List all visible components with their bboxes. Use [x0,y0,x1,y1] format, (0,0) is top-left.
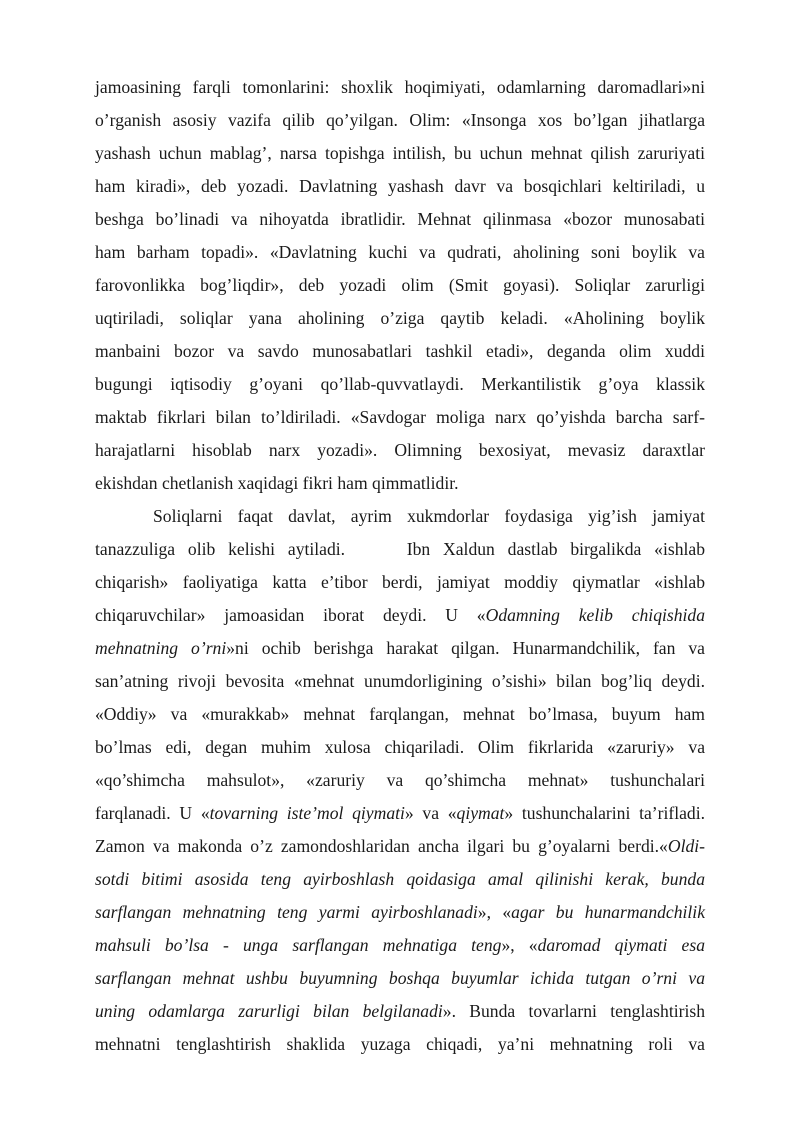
text-line: mehnatni tenglashtirish shaklida yuzaga chiqadi, ya’ni mehnatning roli va [95,1034,705,1054]
text-line: chiqarish» faoliyatiga katta e’tibor berdi, jamiyat moddiy qiymatlar «ishlab [95,572,705,592]
text-line: ham kiradi», deb yozadi. Davlatning yashash davr va bosqichlari keltiriladi, u [95,176,705,196]
text-line: «qo’shimcha mahsulot», «zaruriy va qo’shimcha mehnat» tushunchalari [95,770,705,790]
text-line: tanazzuliga olib kelishi aytiladi. Ibn Xaldun dastlab birgalikda «ishlab [95,539,706,559]
text-line: mehnatning o’rni»ni ochib berishga harakat qilgan. Hunarmandchilik, fan va [95,638,705,658]
text-line: san’atning rivoji bevosita «mehnat unumdorligining o’sishi» bilan bog’liq deydi. [95,671,705,691]
text-line: farqlanadi. U «tovarning iste’mol qiymati» va «qiymat» tushunchalarini ta’rifladi. [95,803,706,823]
text-line: uqtiriladi, soliqlar yana aholining o’ziga qaytib keladi. «Aholining boylik [95,308,705,328]
text-line: o’rganish asosiy vazifa qilib qo’yilgan. Olim: «Insonga xos bo’lgan jihatlarga [95,110,705,130]
text-line: bugungi iqtisodiy g’oyani qo’llab-quvvatlaydi. Merkantilistik g’oya klassik [95,374,705,394]
text-line: bo’lmas edi, degan muhim xulosa chiqariladi. Olim fikrlarida «zaruriy» va [95,737,705,757]
text-line: ekishdan chetlanish xaqidagi fikri ham qimmatlidir. [95,473,459,493]
text-line: sarflangan mehnatning teng yarmi ayirboshlanadi», «agar bu hunarmandchilik [95,902,706,922]
text-line: harajatlarni hisoblab narx yozadi». Olimning bexosiyat, mevasiz daraxtlar [95,440,705,460]
text-line: sotdi bitimi asosida teng ayirboshlash qoidasiga amal qilinishi kerak, bunda [95,869,705,889]
text-line: chiqaruvchilar» jamoasidan iborat deydi. U «Odamning kelib chiqishida [95,605,706,625]
text-line: farovonlikka bog’liqdir», deb yozadi olim (Smit goyasi). Soliqlar zarurligi [95,275,705,295]
text-line: beshga bo’linadi va nihoyatda ibratlidir. Mehnat qilinmasa «bozor munosabati [95,209,705,229]
text-line: mahsuli bo’lsa - unga sarflangan mehnatiga teng», «daromad qiymati esa [95,935,705,955]
text-line: ham barham topadi». «Davlatning kuchi va qudrati, aholining soni boylik va [95,242,705,262]
text-line: Zamon va makonda o’z zamondoshlaridan ancha ilgari bu g’oyalarni berdi.«Oldi- [95,836,705,856]
text-line: manbaini bozor va savdo munosabatlari tashkil etadi», deganda olim xuddi [95,341,705,361]
text-line: uning odamlarga zarurligi bilan belgilanadi». Bunda tovarlarni tenglashtirish [95,1001,705,1021]
text-line: yashash uchun mablag’, narsa topishga intilish, bu uchun mehnat qilish zaruriyati [95,143,705,163]
paragraph-first-line: Soliqlarni faqat davlat, ayrim xukmdorlar foydasiga yig’ish jamiyat [153,506,705,526]
text-line: maktab fikrlari bilan to’ldiriladi. «Savdogar moliga narx qo’yishda barcha sarf- [95,407,705,427]
text-line: jamoasining farqli tomonlarini: shoxlik hoqimiyati, odamlarning daromadlari»ni [95,77,705,97]
text-line: sarflangan mehnat ushbu buyumning boshqa buyumlar ichida tutgan o’rni va [95,968,705,988]
text-line: «Oddiy» va «murakkab» mehnat farqlangan, mehnat bo’lmasa, buyum ham [95,704,705,724]
